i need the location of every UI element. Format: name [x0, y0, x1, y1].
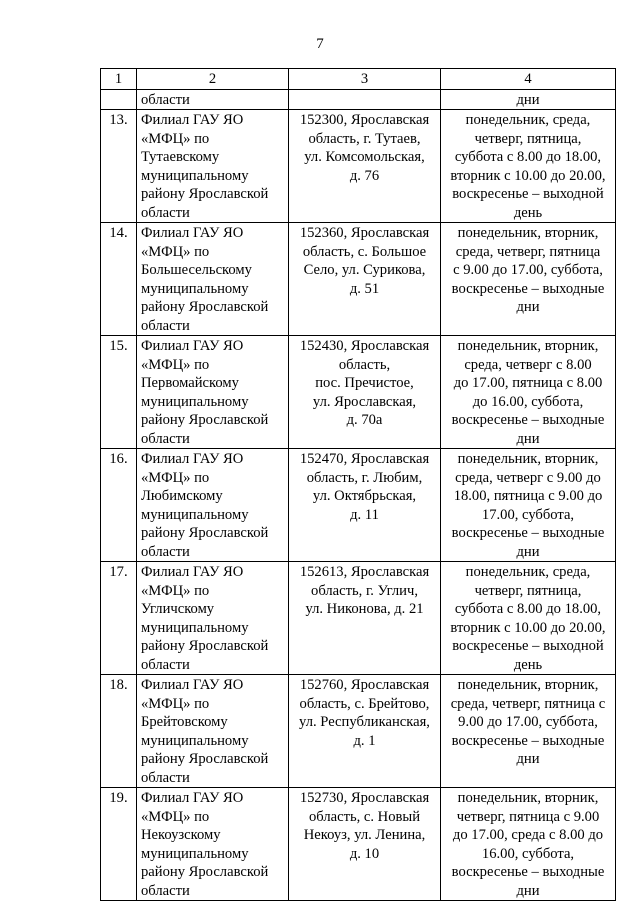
- branch-schedule-line: понедельник, вторник,: [457, 677, 599, 693]
- branch-name-line: Филиал ГАУ ЯО: [141, 451, 244, 467]
- branch-name-line: муниципальному: [141, 280, 249, 297]
- row-number: 19.: [101, 788, 137, 901]
- branch-schedule-line: 16.00, суббота,: [481, 845, 575, 862]
- row-number: 18.: [101, 675, 137, 788]
- branch-address-line: область, с. Большое: [302, 243, 427, 260]
- branch-name: [137, 562, 289, 675]
- branch-name-line: области: [141, 882, 190, 899]
- branch-schedule-line: дни: [516, 882, 540, 899]
- branch-name-line: Филиал ГАУ ЯО: [141, 338, 244, 354]
- branch-name-line: Большесельскому: [141, 262, 252, 278]
- branch-schedule-line: понедельник, вторник,: [457, 451, 599, 467]
- branch-address-line: д. 70а: [346, 412, 383, 428]
- branch-schedule-line: суббота с 8.00 до 18.00,: [454, 149, 602, 165]
- branch-name-line: Угличскому: [141, 601, 215, 617]
- branch-address-line: д. 11: [350, 506, 379, 523]
- branch-schedule-line: воскресенье – выходные: [451, 280, 605, 297]
- branch-schedule-line: дни: [516, 430, 540, 447]
- branch-name-line: «МФЦ» по: [141, 582, 210, 599]
- branch-schedule-line: 9.00 до 17.00, суббота,: [458, 714, 598, 730]
- branch-name-line: «МФЦ» по: [141, 695, 210, 712]
- row-number: 13.: [101, 110, 137, 223]
- branch-address-line: Некоуз, ул. Ленина,: [303, 827, 426, 843]
- branch-name: [137, 223, 289, 336]
- branch-schedule-line: суббота с 8.00 до 18.00,: [454, 601, 602, 617]
- branch-address: [289, 562, 441, 675]
- branch-address-line: ул. Комсомольская,: [304, 149, 425, 165]
- branch-schedule-line: до 17.00, пятница с 8.00: [453, 375, 603, 391]
- branch-name-line: муниципальному: [141, 506, 249, 523]
- branch-name-line: Любимскому: [141, 488, 223, 504]
- branch-name-line: Первомайскому: [141, 375, 239, 391]
- branch-name-line: Брейтовскому: [141, 714, 228, 730]
- branch-address: [289, 449, 441, 562]
- branch-name-line: муниципальному: [141, 619, 249, 636]
- branch-schedule: [441, 788, 616, 901]
- branch-address-line: 152360, Ярославская: [299, 225, 430, 241]
- branch-name-line: Филиал ГАУ ЯО: [141, 564, 244, 580]
- continuation-name: области: [137, 89, 289, 110]
- branch-name-line: району Ярославской: [141, 864, 269, 880]
- branch-schedule: [441, 110, 616, 223]
- branch-name-line: Филиал ГАУ ЯО: [141, 790, 244, 806]
- branch-schedule: [441, 336, 616, 449]
- branch-address-line: область, с. Брейтово,: [299, 695, 430, 712]
- branch-schedule-line: вторник с 10.00 до 20.00,: [450, 619, 606, 636]
- branch-schedule-line: воскресенье – выходные: [451, 864, 605, 880]
- header-row: [101, 69, 616, 90]
- branch-name-line: Тутаевскому: [141, 149, 220, 165]
- branch-address-line: ул. Ярославская,: [312, 393, 417, 410]
- branch-name-line: району Ярославской: [141, 525, 269, 541]
- table-row: [101, 788, 616, 901]
- branch-address-line: ул. Никонова, д. 21: [305, 601, 424, 617]
- branch-schedule-line: понедельник, среда,: [465, 112, 591, 128]
- branch-schedule-line: вторник с 10.00 до 20.00,: [450, 167, 606, 184]
- header-col-3: 3: [289, 69, 441, 90]
- branch-address: [289, 223, 441, 336]
- branch-schedule-line: среда, четверг с 9.00 до: [455, 469, 601, 486]
- branch-name-line: Филиал ГАУ ЯО: [141, 677, 244, 693]
- branch-schedule-line: понедельник, вторник,: [457, 790, 599, 806]
- branch-name-line: «МФЦ» по: [141, 356, 210, 373]
- table-row: [101, 110, 616, 223]
- branch-name-line: району Ярославской: [141, 186, 269, 202]
- continuation-schedule: дни: [441, 89, 616, 110]
- table-row: [101, 336, 616, 449]
- branch-name: [137, 449, 289, 562]
- branch-address-line: область, г. Тутаев,: [308, 130, 421, 147]
- page-number: 7: [316, 36, 324, 52]
- branch-name-line: области: [141, 430, 190, 447]
- table-row: [101, 223, 616, 336]
- branch-name-line: «МФЦ» по: [141, 130, 210, 147]
- continuation-num: [101, 89, 137, 110]
- mfc-branches-table: [100, 68, 616, 901]
- branch-name-line: «МФЦ» по: [141, 243, 210, 260]
- header-col-1: 1: [101, 69, 137, 90]
- continuation-row: [101, 89, 616, 110]
- branch-address-line: 152760, Ярославская: [299, 677, 430, 693]
- branch-schedule: [441, 223, 616, 336]
- branch-address-line: пос. Пречистое,: [315, 375, 414, 391]
- branch-schedule-line: понедельник, среда,: [465, 564, 591, 580]
- branch-name-line: «МФЦ» по: [141, 808, 210, 825]
- branch-name: [137, 788, 289, 901]
- branch-address: [289, 675, 441, 788]
- branch-schedule-line: с 9.00 до 17.00, суббота,: [453, 262, 603, 278]
- branch-address: [289, 336, 441, 449]
- branch-name-line: Некоузскому: [141, 827, 221, 843]
- branch-schedule-line: день: [513, 204, 543, 221]
- branch-schedule-line: до 17.00, среда с 8.00 до: [452, 827, 604, 843]
- branch-address-line: д. 76: [349, 167, 380, 184]
- header-col-2: 2: [137, 69, 289, 90]
- branch-schedule-line: воскресенье – выходные: [451, 732, 605, 749]
- header-col-4: 4: [441, 69, 616, 90]
- row-number: 15.: [101, 336, 137, 449]
- branch-name-line: району Ярославской: [141, 299, 269, 315]
- branch-name-line: району Ярославской: [141, 751, 269, 767]
- branch-address: [289, 788, 441, 901]
- branch-schedule-line: среда, четверг, пятница: [455, 243, 601, 260]
- branch-address-line: 152730, Ярославская: [299, 790, 430, 806]
- branch-schedule-line: дни: [516, 751, 540, 767]
- branch-address-line: Село, ул. Сурикова,: [303, 262, 426, 278]
- branch-schedule-line: среда, четверг с 8.00: [464, 356, 592, 373]
- branch-schedule-line: воскресенье – выходные: [451, 525, 605, 541]
- branch-schedule-line: 17.00, суббота,: [481, 506, 575, 523]
- branch-address-line: д. 1: [353, 732, 376, 749]
- branch-schedule-line: день: [513, 656, 543, 673]
- branch-name: [137, 336, 289, 449]
- branch-name-line: муниципальному: [141, 845, 249, 862]
- branch-schedule-line: дни: [516, 299, 540, 315]
- branch-name-line: Филиал ГАУ ЯО: [141, 225, 244, 241]
- branch-schedule-line: дни: [516, 543, 540, 560]
- continuation-address: [289, 89, 441, 110]
- branch-schedule-line: воскресенье – выходной: [452, 186, 604, 202]
- branch-schedule-line: воскресенье – выходные: [451, 412, 605, 428]
- branch-name: [137, 110, 289, 223]
- branch-schedule-line: 18.00, пятница с 9.00 до: [453, 488, 603, 504]
- branch-address-line: 152430, Ярославская: [299, 338, 430, 354]
- branch-schedule-line: до 16.00, суббота,: [472, 393, 584, 410]
- branch-address-line: ул. Октябрьская,: [312, 488, 417, 504]
- branch-name-line: области: [141, 317, 190, 334]
- branch-address-line: 152613, Ярославская: [299, 564, 430, 580]
- branch-name-line: муниципальному: [141, 393, 249, 410]
- branch-name-line: муниципальному: [141, 167, 249, 184]
- branch-schedule-line: среда, четверг, пятница с: [450, 695, 606, 712]
- table-row: [101, 449, 616, 562]
- row-number: 14.: [101, 223, 137, 336]
- branch-schedule-line: четверг, пятница с 9.00: [456, 808, 600, 825]
- branch-name-line: области: [141, 769, 190, 786]
- branch-schedule: [441, 562, 616, 675]
- branch-address-line: область, г. Любим,: [306, 469, 423, 486]
- branch-name-line: району Ярославской: [141, 638, 269, 654]
- table-row: [101, 675, 616, 788]
- branch-address-line: область, с. Новый: [308, 808, 421, 825]
- branch-name-line: «МФЦ» по: [141, 469, 210, 486]
- branch-name-line: Филиал ГАУ ЯО: [141, 112, 244, 128]
- branch-name-line: области: [141, 204, 190, 221]
- branch-name: [137, 675, 289, 788]
- branch-address-line: д. 51: [349, 280, 380, 297]
- row-number: 17.: [101, 562, 137, 675]
- branch-schedule-line: четверг, пятница,: [474, 130, 582, 147]
- branch-schedule-line: понедельник, вторник,: [457, 338, 599, 354]
- branch-name-line: муниципальному: [141, 732, 249, 749]
- branch-name-line: области: [141, 543, 190, 560]
- branch-schedule: [441, 449, 616, 562]
- branch-address-line: область,: [338, 356, 391, 373]
- branch-name-line: району Ярославской: [141, 412, 269, 428]
- branch-address-line: д. 10: [349, 845, 380, 862]
- branch-schedule-line: четверг, пятница,: [474, 582, 582, 599]
- branch-address-line: область, г. Углич,: [311, 582, 418, 599]
- branch-address-line: 152300, Ярославская: [299, 112, 430, 128]
- row-number: 16.: [101, 449, 137, 562]
- branch-address-line: 152470, Ярославская: [299, 451, 430, 467]
- branch-schedule: [441, 675, 616, 788]
- branch-address: [289, 110, 441, 223]
- branch-name-line: области: [141, 656, 190, 673]
- branch-schedule-line: понедельник, вторник,: [457, 225, 599, 241]
- table-row: [101, 562, 616, 675]
- branch-address-line: ул. Республиканская,: [299, 714, 430, 730]
- branch-schedule-line: воскресенье – выходной: [452, 638, 604, 654]
